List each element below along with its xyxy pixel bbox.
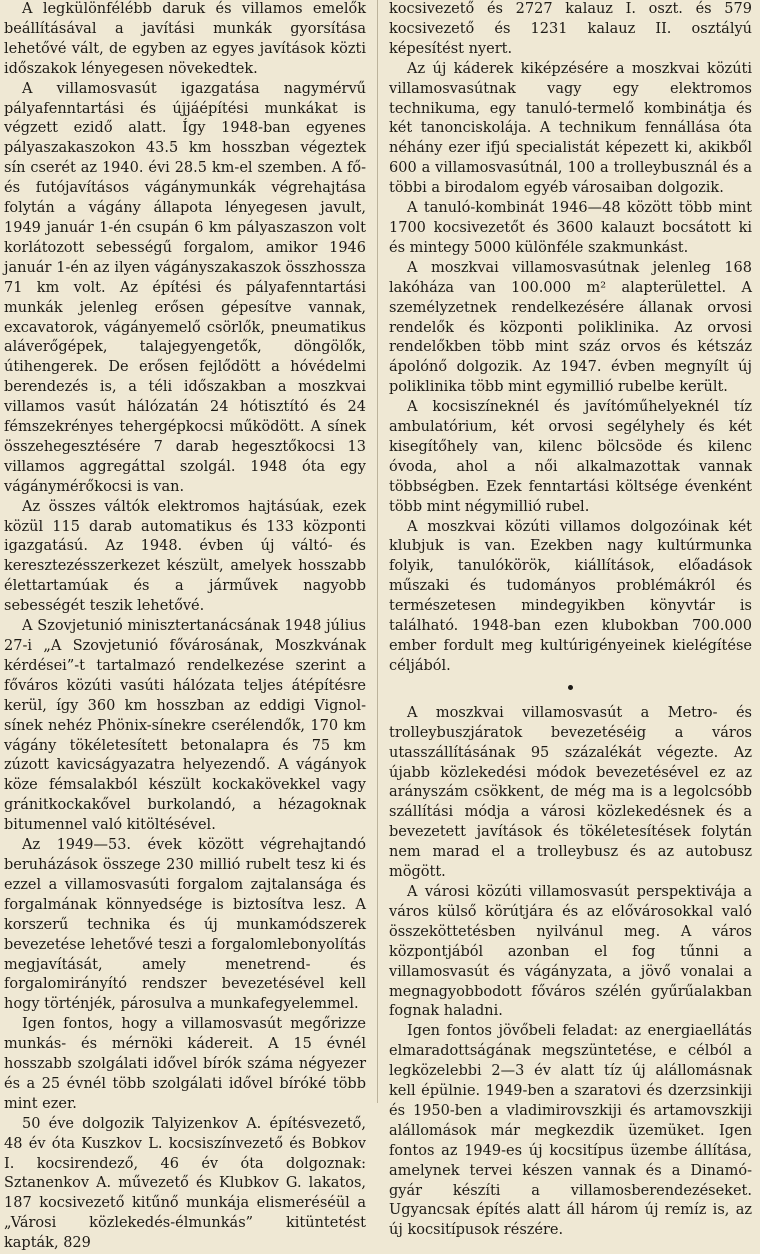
paragraph: Igen fontos jövőbeli feladat: az energiaellátás elmaradottságának megszüntetése, e célból a legközelebbi 2—3 év alatt tíz új alállomásnak kell épülnie. 1949-ben a szaratovi és dzerzsinkiji és 1950-ben a vladimirovszkiji és artamovszkiji alállomások már megkezdik üzemüket. Igen fontos az 1949-es új kocsitípus üzembe állítása, amelynek tervei készen vannak és a Dinamó-gyár készíti a villamosberendezéseket. Ugyancsak építés alatt áll három új remíz is, az új kocsitípusok részére.	[389, 1023, 752, 1239]
section-separator-dot	[568, 685, 573, 690]
paragraph: A kocsiszíneknél és javítóműhelyeknél tíz ambulatórium, két orvosi segélyhely és két kisegítőhely van, kilenc bölcsöde és kilenc óvoda, ahol a női alkalmazottak vannak többségben. Ezek fenntartási költsége évenként több mint négymillió rubel.	[389, 399, 752, 515]
paragraph: A moszkvai közúti villamos dolgozóinak két klubjuk is van. Ezekben nagy kultúrmunka folyik, tanulókörök, kiállítások, előadások műszaki és tudományos problémákról és természetesen mindegyikben könyvtár is található. 1948-ban ezen klubokban 700.000 ember fordult meg kultúrigényeinek kielégítése céljából.	[389, 518, 752, 674]
paragraph: Igen fontos, hogy a villamosvasút megőrizze munkás- és mérnöki kádereit. A 15 évnél hosszabb szolgálati idővel bírók száma négyezer és a 25 évnél több szolgálati idővel bíróké több mint ezer.	[4, 1016, 366, 1112]
paragraph: A moszkvai villamosvasút a Metro- és trolleybuszjáratok bevezetéséig a város utasszállításának 95 százalékát végezte. Az újabb közlekedési módok bevezetésével ez az arányszám csökkent, de még ma is a legolcsóbb szállítási módja a városi közlekedésnek és a bevezetett javítások és tökéletesítések folytán nem marad el a trolleybusz és az autobusz mögött.	[389, 704, 752, 881]
paragraph: 50 éve dolgozik Talyizenkov A. építésvezető, 48 év óta Kuszkov L. kocsiszínvezető és Bobkov I. kocsirendező, 46 év óta dolgoznak: Sztanenkov A. művezető és Klubkov G. lakatos, 187 kocsivezető kitűnő munkája elismeréséül a „Városi közlekedés-élmunkás” kitüntetést kapták, 829	[4, 1115, 366, 1252]
paragraph: A városi közúti villamosvasút perspektivája a város külső körútjára és az elővárosokkal való összeköttetésben nyilvánul meg. A város központjából azonban el fog tűnni a villamosvasút és vágányzata, a jövő vonalai a megnagyobbodott főváros szélén gyűrűalakban fognak haladni.	[389, 883, 752, 1020]
paragraph: A tanuló-kombinát 1946—48 között több mint 1700 kocsivezetőt és 3600 kalauzt bocsátott ki és mintegy 5000 különféle szakmunkást.	[389, 200, 752, 256]
left-column	[4, 0, 366, 1254]
paragraph: kocsivezető és 2727 kalauz I. oszt. és 579 kocsivezető és 1231 kalauz II. osztályú képesítést nyert.	[389, 1, 752, 57]
paragraph: Az 1949—53. évek között végrehajtandó beruházások összege 230 millió rubelt tesz ki és ezzel a villamosvasúti forgalom zajtalansága és forgalmának könnyedsége is biztosítva lesz. A korszerű technika és új munkamódszerek bevezetése lehetővé teszi a forgalomlebonyolítás megjavítását, amely menetrend- és forgalomirányító rendszer bevezetésével kell hogy történjék, párosulva a munkafegyelemmel.	[4, 837, 366, 1013]
paragraph: Az összes váltók elektromos hajtásúak, ezek közül 115 darab automatikus és 133 központi igazgatású. Az 1948. évben új váltó- és keresztezésszerkezet készült, amelyek hosszabb élettartamúak és a járművek nagyobb sebességét teszik lehetővé.	[4, 498, 366, 615]
paragraph: A legkülönfélébb daruk és villamos emelők beállításával a javítási munkák gyorsítása lehetővé vált, de egyben az egyes javítások közti időszakok lényegesen növekedtek.	[4, 1, 366, 77]
paragraph: A moszkvai villamosvasútnak jelenleg 168 lakóháza van 100.000 m² alapterülettel. A személyzetnek rendelkezésére állanak orvosi rendelők és központi poliklinika. Az orvosi rendelőkben több mint száz orvos és kétszáz ápolónő dolgozik. Az 1947. évben megnyílt új poliklinika több mint egymillió rubelbe került.	[389, 259, 752, 396]
paragraph: A villamosvasút igazgatása nagymérvű pályafenntartási és újjáépítési munkákat is végzett ezidő alatt. Így 1948-ban egyenes pályaszakaszokon 43.5 km hosszban végeztek sín cserét az 1940. évi 28.5 km-el szemben. A fő- és futójavításos vágánymunkák végrehajtása folytán a vágány állapota lényegesen javult, 1949 január 1-én csupán 6 km pályaszaszon volt korlátozott sebességű forgalom, amikor 1946 január 1-én az ilyen vágányszakaszok összhossza 71 km volt. Az építési és pályafenntartási munkák jelenleg erősen gépesítve vannak, excavatorok, vágányemelő csörlők, pneumatikus aláverőgépek, talajegyengetők, döngölők, útihengerek. De erősen fejlődött a hóvédelmi berendezés is, a téli időszakban a moszkvai villamos vasút hálózatán 24 hótisztító és 24 fémszekrényes tehergépkocsi működött. A sínek összehegesztésére 7 darab hegesztőkocsi 13 villamos aggregáttal szolgál. 1948 óta egy vágánymérőkocsi is van.	[4, 80, 366, 495]
right-column	[389, 0, 752, 1241]
column-divider	[377, 0, 378, 1103]
paragraph: A Szovjetunió minisztertanácsának 1948 július 27-i „A Szovjetunió fővárosának, Moszkvának kérdései”-t tartalmazó rendelkezése szerint a főváros közúti vasúti hálózata teljes átépítésre kerül, így 360 km hosszban az eddigi Vignol-sínek nehéz Phönix-sínekre cserélendők, 170 km vágány tökéletesített betonalapra és 75 km zúzott kavicságyazatra helyezendő. A vágányok köze fémsalakból készült kockakövekkel vagy gránitkockakővel burkolandó, a hézagoknak bitumennel való kitöltésével.	[4, 618, 366, 834]
paragraph: Az új káderek kiképzésére a moszkvai közúti villamosvasútnak vagy egy elektromos technikuma, egy tanuló-termelő kombinátja és két tanonciskolája. A technikum fennállása óta néhány ezer ifjú specialistát képezett ki, akikből 600 a villamosvasútnál, 100 a trolleybusznál és a többi a birodalom egyéb városaiban dolgozik.	[389, 60, 752, 197]
